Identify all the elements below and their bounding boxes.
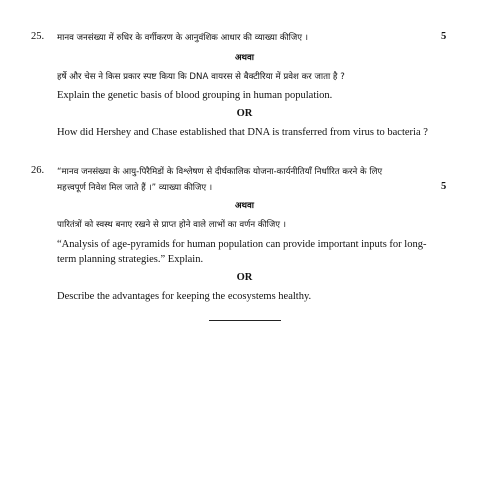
question-number: 25. [31,31,45,42]
question-number: 26. [31,165,45,176]
end-rule [209,320,281,321]
question-text-hindi-line2: महत्त्वपूर्ण निवेश मिल जाते हैं ।” व्याख्या कीजिए । [57,183,213,193]
alt-question-text-hindi: हर्षे और चेस ने किस प्रकार स्पष्ट किया कि DNA वायरस से बैक्टीरिया में प्रवेश कर जाता है ? [57,72,345,82]
question-text-english-line1: “Analysis of age-pyramids for human population can provide important inputs for long- [57,239,427,250]
or-separator-english: OR [236,272,253,283]
question-text-hindi-line1: “मानव जनसंख्या के आयु-पिरैमिडों के विश्लेषण से दीर्घकालिक योजना-कार्यनीतियाँ निर्धारित करने के लिए [57,167,383,177]
question-text-hindi: मानव जनसंख्या में रुधिर के वर्गीकरण के आनुवंशिक आधार की व्याख्या कीजिए । [57,33,309,43]
alt-question-text-english: How did Hershey and Chase established that DNA is transferred from virus to bacteria ? [57,127,428,138]
or-separator-hindi: अथवा [234,53,255,63]
or-separator-hindi: अथवा [234,201,255,211]
question-marks: 5 [441,31,447,42]
alt-question-text-hindi: पारितंत्रों को स्वस्थ बनाए रखने से प्राप्त होने वाले लाभों का वर्णन कीजिए । [57,220,287,230]
or-separator-english: OR [236,108,253,119]
question-text-english: Explain the genetic basis of blood grouping in human population. [57,90,333,101]
question-marks: 5 [441,181,447,192]
question-text-english-line2: term planning strategies.” Explain. [57,254,204,265]
alt-question-text-english: Describe the advantages for keeping the ecosystems healthy. [57,291,312,302]
